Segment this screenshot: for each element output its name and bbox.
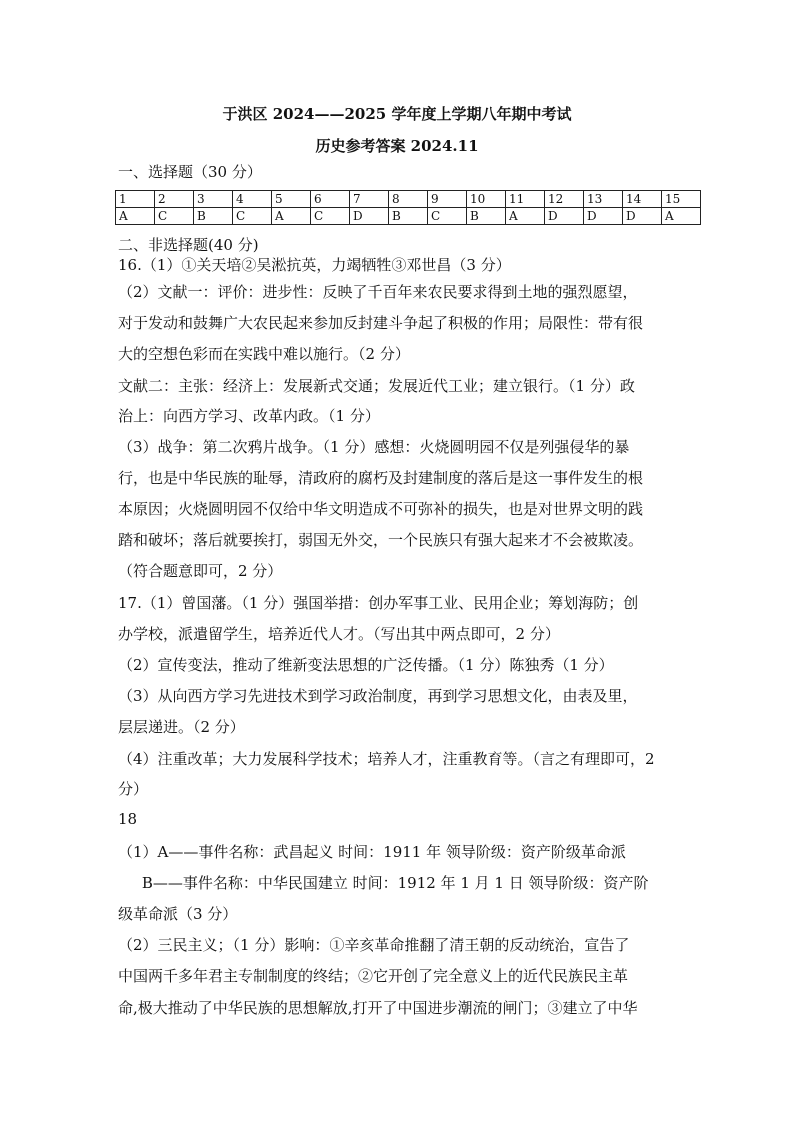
answer-row: [116, 208, 701, 225]
question-number-cell: 4: [233, 191, 272, 208]
answer-line: 16.（1）①关天培②吴淞抗英，力竭牺牲③邓世昌（3 分）: [118, 256, 511, 274]
question-number-cell: 7: [350, 191, 389, 208]
answer-cell: D: [350, 208, 389, 225]
answer-line: （2）宣传变法，推动了维新变法思想的广泛传播。（1 分）陈独秀（1 分）: [118, 656, 614, 674]
question-number-cell: 10: [467, 191, 506, 208]
answer-cell: D: [623, 208, 662, 225]
answer-cell: C: [311, 208, 350, 225]
answer-cell: A: [116, 208, 155, 225]
question-number-cell: 14: [623, 191, 662, 208]
answer-cell: B: [194, 208, 233, 225]
answer-line: 17.（1）曾国藩。（1 分）强国举措：创办军事工业、民用企业；筹划海防；创: [118, 594, 639, 612]
question-number-cell: 12: [545, 191, 584, 208]
answer-cell: A: [272, 208, 311, 225]
answer-line: 层层递进。（2 分）: [118, 718, 245, 736]
question-number-cell: 6: [311, 191, 350, 208]
question-number-cell: 8: [389, 191, 428, 208]
answer-cell: A: [506, 208, 545, 225]
answer-line: 治上：向西方学习、改革内政。（1 分）: [118, 407, 380, 425]
answer-line: 踏和破坏；落后就要挨打，弱国无外交，一个民族只有强大起来才不会被欺凌。: [118, 531, 644, 549]
question-number-cell: 2: [155, 191, 194, 208]
answer-line: 命,极大推动了中华民族的思想解放,打开了中国进步潮流的闸门；③建立了中华: [118, 999, 638, 1017]
question-number-cell: 1: [116, 191, 155, 208]
answer-cell: D: [545, 208, 584, 225]
answer-line: 大的空想色彩而在实践中难以施行。（2 分）: [118, 345, 410, 363]
answer-line: 文献二：主张：经济上：发展新式交通；发展近代工业；建立银行。（1 分）政: [118, 377, 635, 395]
answer-cell: A: [662, 208, 701, 225]
answer-cell: D: [584, 208, 623, 225]
answer-cell: C: [428, 208, 467, 225]
question-number-cell: 13: [584, 191, 623, 208]
answer-line: （2）文献一：评价：进步性：反映了千百年来农民要求得到土地的强烈愿望，: [118, 283, 638, 301]
question-number-cell: 5: [272, 191, 311, 208]
answer-line: （3）战争：第二次鸦片战争。（1 分）感想：火烧圆明园不仅是列强侵华的暴: [118, 438, 630, 456]
question-number-cell: 15: [662, 191, 701, 208]
section2-heading: 二、非选择题(40 分): [118, 236, 259, 254]
answer-line: 办学校，派遣留学生，培养近代人才。（写出其中两点即可，2 分）: [118, 625, 560, 643]
answer-line: 行，也是中华民族的耻辱，清政府的腐朽及封建制度的落后是这一事件发生的根: [118, 469, 644, 487]
answer-line: 分）: [118, 780, 149, 798]
question-number-cell: 3: [194, 191, 233, 208]
answer-line: （2）三民主义；（1 分）影响：①辛亥革命推翻了清王朝的反动统治，宣告了: [118, 936, 630, 954]
answer-cell: B: [467, 208, 506, 225]
answer-line: 对于发动和鼓舞广大农民起来参加反封建斗争起了积极的作用；局限性：带有很: [118, 314, 644, 332]
answer-line: 18: [118, 810, 138, 828]
answer-line: 本原因；火烧圆明园不仅给中华文明造成不可弥补的损失，也是对世界文明的践: [118, 500, 644, 518]
answer-cell: C: [233, 208, 272, 225]
section1-heading: 一、选择题（30 分）: [118, 163, 262, 181]
answer-line: （4）注重改革；大力发展科学技术；培养人才，注重教育等。（言之有理即可，2: [118, 750, 655, 768]
answer-cell: B: [389, 208, 428, 225]
answer-line: （符合题意即可，2 分）: [118, 562, 283, 580]
answer-table: [115, 190, 701, 225]
answer-line: B——事件名称：中华民国建立 时间：1912 年 1 月 1 日 领导阶级：资产阶: [118, 874, 649, 892]
answer-line: 中国两千多年君主专制制度的终结；②它开创了完全意义上的近代民族民主革: [118, 967, 629, 985]
answer-line: （1）A——事件名称：武昌起义 时间：1911 年 领导阶级：资产阶级革命派: [118, 843, 626, 861]
answer-line: （3）从向西方学习先进技术到学习政治制度，再到学习思想文化，由表及里，: [118, 687, 638, 705]
exam-title: 于洪区 2024——2025 学年度上学期八年期中考试: [222, 105, 572, 123]
answer-line: 级革命派（3 分）: [118, 905, 238, 923]
answer-cell: C: [155, 208, 194, 225]
question-number-row: [116, 191, 701, 208]
answer-subtitle: 历史参考答案 2024.11: [315, 137, 479, 155]
question-number-cell: 11: [506, 191, 545, 208]
question-number-cell: 9: [428, 191, 467, 208]
